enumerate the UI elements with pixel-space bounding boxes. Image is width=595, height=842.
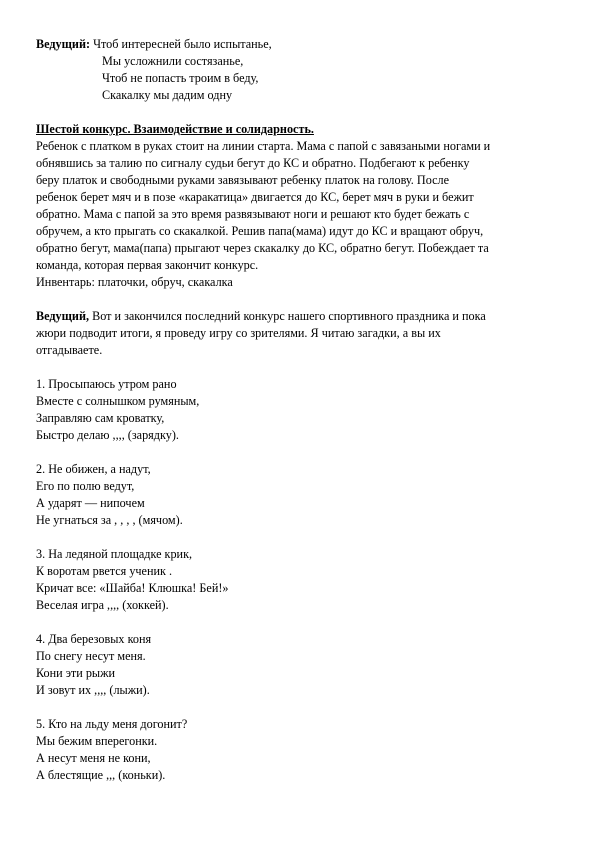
riddle-line: А блестящие ,,, (коньки). <box>36 768 166 782</box>
intro-first-line <box>36 36 564 53</box>
riddle-4 <box>36 631 564 699</box>
verse-line: Чтоб не попасть троим в беду, <box>102 71 259 85</box>
verse-line: Мы усложнили состязанье, <box>102 54 244 68</box>
riddle-line: Не угнаться за , , , , (мячом). <box>36 513 183 527</box>
outro-text-line: отгадываете. <box>36 343 103 357</box>
riddle-line: А несут меня не кони, <box>36 751 151 765</box>
riddle-line: Вместе с солнышком румяным, <box>36 394 200 408</box>
riddle-line: Мы бежим вперегонки. <box>36 734 158 748</box>
riddle-line: 2. Не обижен, а надут, <box>36 462 151 476</box>
riddle-line: По снегу несут меня. <box>36 649 146 663</box>
riddle-line: Его по полю ведут, <box>36 479 135 493</box>
contest-text-line: беру платок и свободными руками завязывают ребенку платок на голову. После <box>36 173 450 187</box>
contest-text-line: ребенок берет мяч и в позе «каракатица» двигается до КС, берет мяч в руки и бежит <box>36 190 474 204</box>
outro-first-line <box>36 308 564 325</box>
outro-text-line: жюри подводит итоги, я проведу игру со зрителями. Я читаю загадки, а вы их <box>36 326 441 340</box>
riddle-1 <box>36 376 564 444</box>
inventory-line: Инвентарь: платочки, обруч, скакалка <box>36 275 233 289</box>
riddle-line: Заправляю сам кроватку, <box>36 411 165 425</box>
riddle-line: Кони эти рыжи <box>36 666 116 680</box>
riddle-line: 5. Кто на льду меня догонит? <box>36 717 188 731</box>
riddle-2 <box>36 461 564 529</box>
contest-text-line: команда, которая первая закончит конкурс. <box>36 258 259 272</box>
riddle-line: Быстро делаю ,,,, (зарядку). <box>36 428 179 442</box>
riddle-line: 3. На ледяной площадке крик, <box>36 547 193 561</box>
outro-section <box>36 308 564 359</box>
contest-heading: Шестой конкурс. Взаимодействие и солидарность. <box>36 122 314 136</box>
outro-text-line: Вот и закончился последний конкурс нашего спортивного праздника и пока <box>92 309 486 323</box>
riddle-line: 1. Просыпаюсь утром рано <box>36 377 177 391</box>
speaker-label: Ведущий: <box>36 37 91 51</box>
contest-text-line: обратно бегут, мама(папа) прыгают через скакалку до КС, обратно бегут. Побеждает та <box>36 241 489 255</box>
riddle-5 <box>36 716 564 784</box>
contest-text-line: обнявшись за талию по сигналу судьи бегут до КС и обратно. Подбегают к ребенку <box>36 156 470 170</box>
riddle-line: А ударят — нипочем <box>36 496 145 510</box>
verse-line: Чтоб интересней было испытанье, <box>93 37 272 51</box>
contest-text-line: обручем, а кто прыгать со скакалкой. Решив папа(мама) идут до КС и вращают обруч, <box>36 224 484 238</box>
intro-verse <box>36 36 564 104</box>
contest-text-line: обратно. Мама с папой за это время развязывают ноги и решают кто будет бежать с <box>36 207 470 221</box>
verse-line: Скакалку мы дадим одну <box>102 88 233 102</box>
contest-text-line: Ребенок с платком в руках стоит на линии старта. Мама с папой с завязаными ногами и <box>36 139 491 153</box>
riddle-3 <box>36 546 564 614</box>
riddle-line: Веселая игра ,,,, (хоккей). <box>36 598 169 612</box>
riddle-line: И зовут их ,,,, (лыжи). <box>36 683 150 697</box>
riddle-line: 4. Два березовых коня <box>36 632 152 646</box>
riddle-line: К воротам рвется ученик . <box>36 564 173 578</box>
riddle-line: Кричат все: «Шайба! Клюшка! Бей!» <box>36 581 229 595</box>
contest-section <box>36 121 564 291</box>
speaker-label: Ведущий, <box>36 309 90 323</box>
